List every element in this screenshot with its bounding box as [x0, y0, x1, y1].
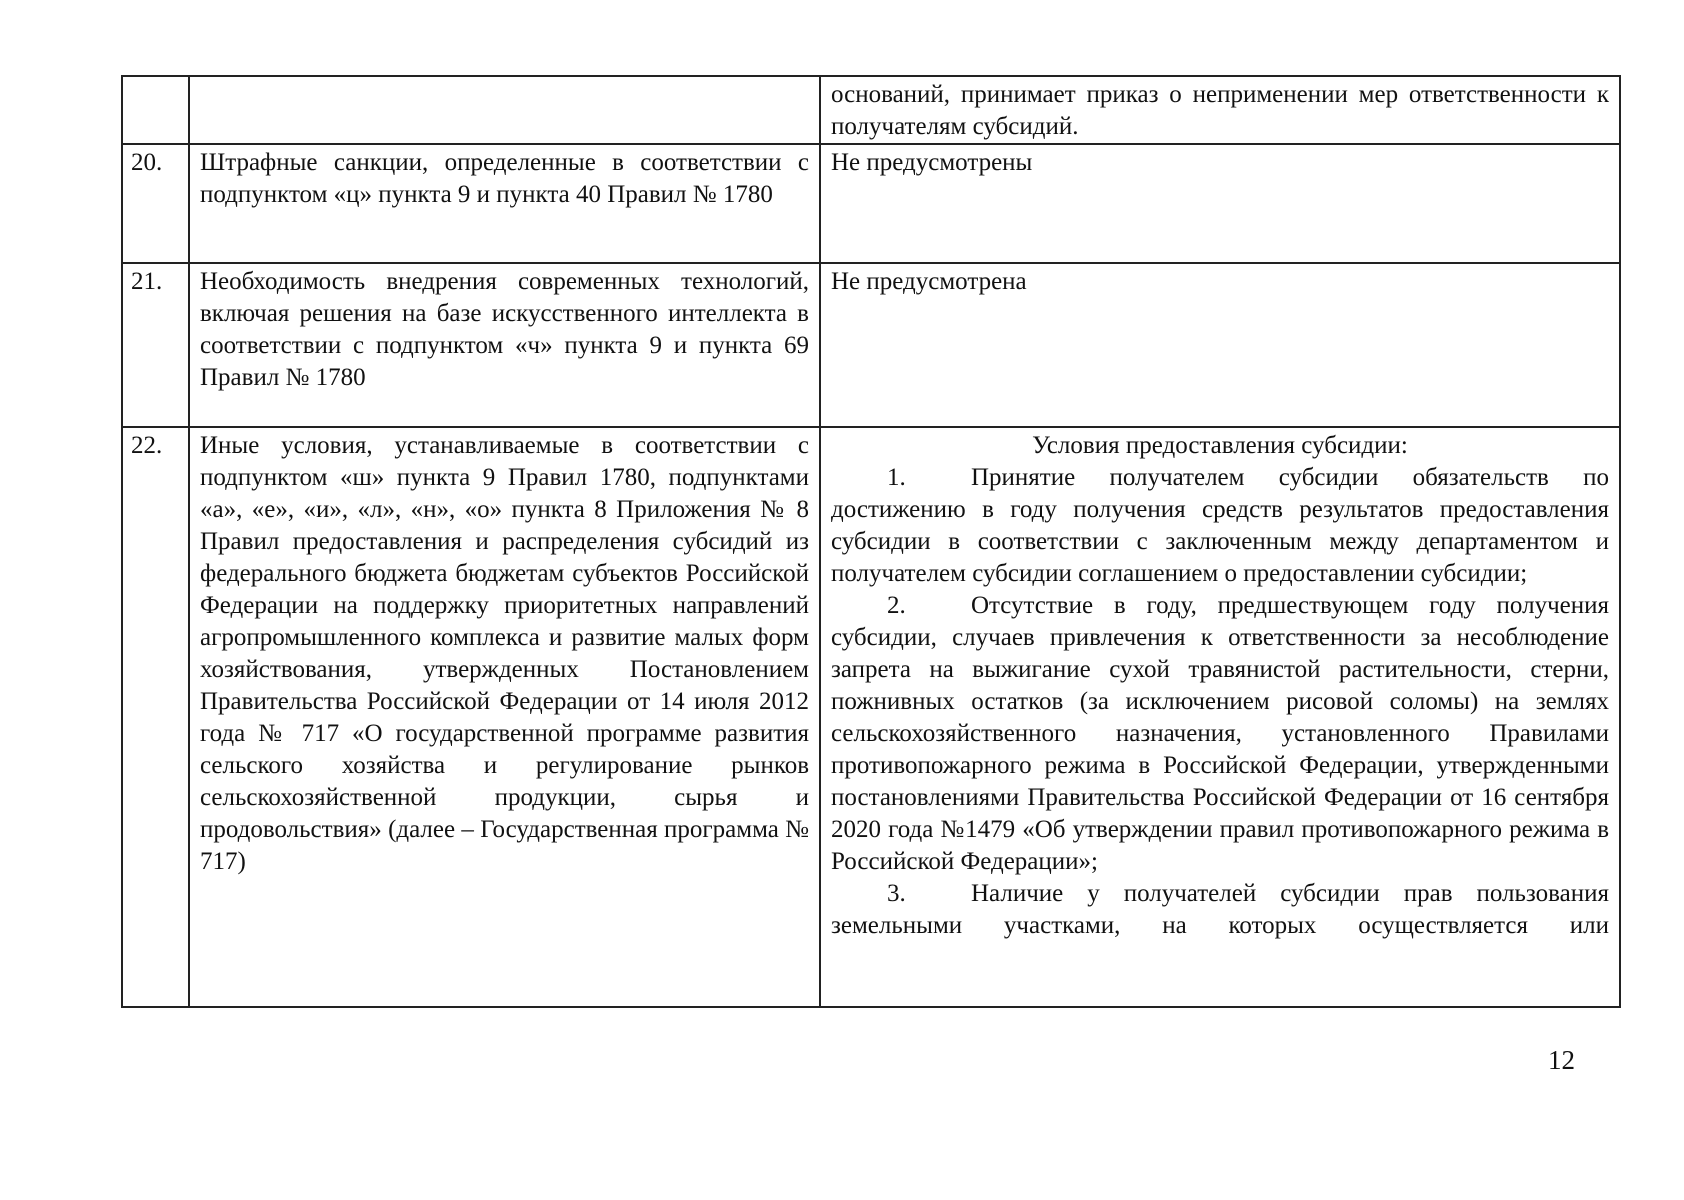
row-number: 21. — [122, 263, 189, 427]
row-value: Не предусмотрены — [820, 144, 1620, 263]
condition-text: Отсутствие в году, предшествующем году получения субсидии, случаев привлечения к ответственности за несоблюдение запрета на выжигание сухой травянистой растительности, стерни, пожнивных остатков (за исключением рисовой соломы) на землях сельскохозяйственного назначения, установленного Правилами противопожарного режима в Российской Федерации, утвержденными постановлениями Правительства Российской Федерации от 16 сентября 2020 года №1479 «Об утверждении правил противопожарного режима в Российской Федерации»; — [831, 592, 1609, 875]
row-value: оснований, принимает приказ о неприменении мер ответственности к получателям субсидий. — [820, 76, 1620, 144]
row-value — [820, 427, 1620, 1007]
condition-number: 2. — [887, 592, 906, 619]
condition-number: 1. — [887, 464, 906, 491]
page-number: 12 — [1548, 1045, 1575, 1075]
row-number: 22. — [122, 427, 189, 1007]
row-number: 20. — [122, 144, 189, 263]
condition-number: 3. — [887, 880, 906, 907]
row-value: Не предусмотрена — [820, 263, 1620, 427]
condition-item — [831, 590, 1609, 878]
table-row-continuation — [122, 76, 1620, 144]
conditions-heading: Условия предоставления субсидии: — [1032, 432, 1408, 459]
condition-text: Принятие получателем субсидии обязательств по достижению в году получения средств результатов предоставления субсидии в соответствии с заключенным между департаментом и получателем субсидии соглашением о предоставлении субсидии; — [831, 464, 1609, 587]
condition-item — [831, 462, 1609, 590]
row-name: Иные условия, устанавливаемые в соответствии с подпунктом «ш» пункта 9 Правил 1780, подпунктами «а», «е», «и», «л», «н», «о» пункта 8 Приложения № 8 Правил предоставления и распределения субсидий из федерального бюджета бюджетам субъектов Российской Федерации на поддержку приоритетных направлений агропромышленного комплекса и развитие малых форм хозяйствования, утвержденных Постановлением Правительства Российской Федерации от 14 июля 2012 года № 717 «О государственной программе развития сельского хозяйства и регулирование рынков сельскохозяйственной продукции, сырья и продовольствия» (далее – Государственная программа № 717) — [189, 427, 820, 1007]
conditions-table — [121, 75, 1621, 1008]
row-name: Необходимость внедрения современных технологий, включая решения на базе искусственного интеллекта в соответствии с подпунктом «ч» пункта 9 и пункта 69 Правил № 1780 — [189, 263, 820, 427]
row-name — [189, 76, 820, 144]
condition-text: Наличие у получателей субсидии прав пользования земельными участками, на которых осуществляется или — [831, 880, 1609, 939]
table-row-22 — [122, 427, 1620, 1007]
table-row-20 — [122, 144, 1620, 263]
row-name: Штрафные санкции, определенные в соответствии с подпунктом «ц» пункта 9 и пункта 40 Правил № 1780 — [189, 144, 820, 263]
condition-item — [831, 878, 1609, 942]
row-number — [122, 76, 189, 144]
table-row-21 — [122, 263, 1620, 427]
